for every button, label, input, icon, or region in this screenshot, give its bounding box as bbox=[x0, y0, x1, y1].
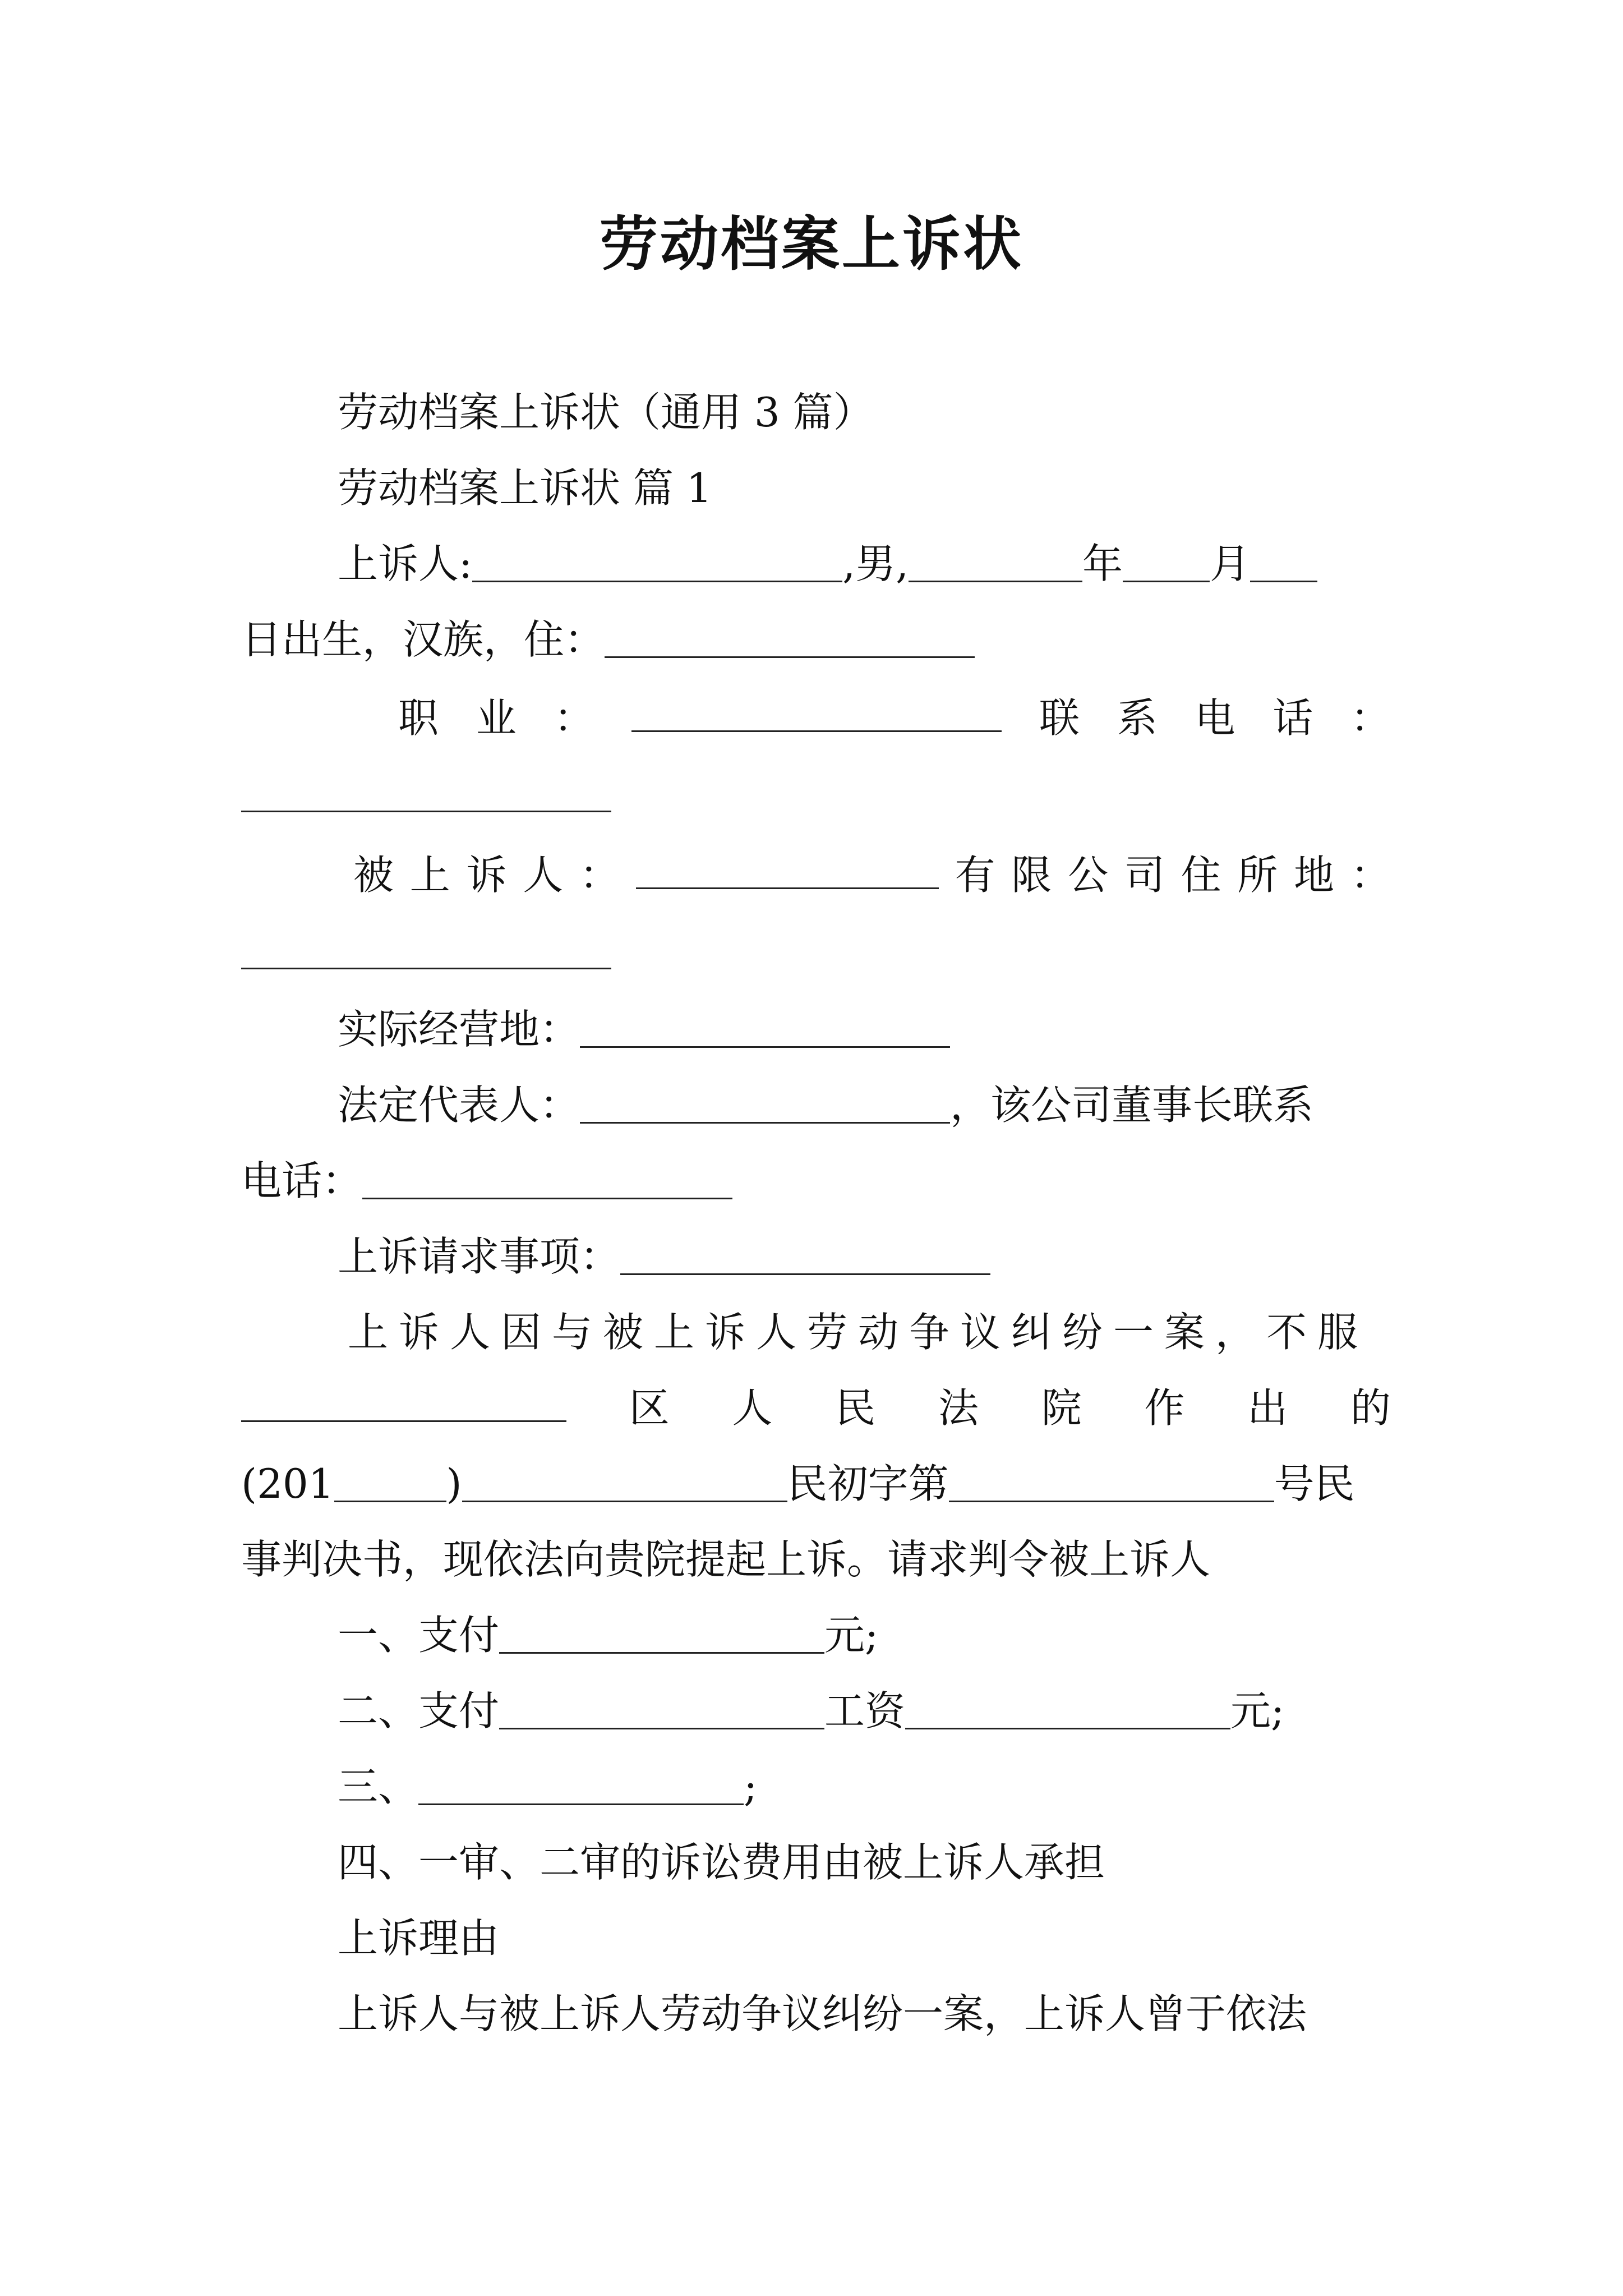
case-paren: ) bbox=[446, 1460, 462, 1507]
case-prefix: (201 bbox=[241, 1460, 334, 1507]
body-line-3 bbox=[241, 1453, 1391, 1515]
blank-case-number bbox=[949, 1461, 1274, 1502]
occupation-line bbox=[241, 687, 1391, 749]
company-char-1: 有 bbox=[955, 852, 995, 899]
court-char-3: 民 bbox=[835, 1384, 876, 1432]
body-line-2 bbox=[241, 1377, 1391, 1439]
reason-text: 上诉人与被上诉人劳动争议纠纷一案，上诉人曾于依法 bbox=[338, 1990, 1307, 2037]
company-char-5: 住 bbox=[1181, 852, 1221, 899]
item-2 bbox=[241, 1680, 1391, 1742]
blank-company-name bbox=[636, 848, 939, 889]
appellant-label: 上诉人: bbox=[338, 540, 473, 587]
body-text-2: 事判决书，现依法向贵院提起上诉。请求判令被上诉人 bbox=[241, 1536, 1211, 1583]
company-colon: ： bbox=[1350, 852, 1391, 899]
blank-chairman-phone bbox=[362, 1158, 732, 1199]
appellee-char-1: 被 bbox=[353, 852, 394, 899]
actual-business-line bbox=[241, 999, 1391, 1060]
document-title: 劳动档案上诉状 bbox=[599, 210, 1023, 278]
appellant-line bbox=[241, 533, 1391, 595]
legal-rep-line bbox=[241, 1074, 1391, 1136]
blank-case-year bbox=[334, 1461, 446, 1502]
phone-char-4: 话 bbox=[1272, 694, 1313, 742]
item-3-text: 三、 bbox=[338, 1763, 419, 1810]
blank-birth-day bbox=[1250, 541, 1317, 582]
phone-blank-line bbox=[241, 763, 1391, 825]
blank-occupation bbox=[631, 691, 1002, 732]
month-text: 月 bbox=[1210, 540, 1251, 587]
phone-char-1: 联 bbox=[1039, 694, 1080, 742]
court-char-1: 区 bbox=[629, 1384, 670, 1432]
item-2-wage: 工资 bbox=[824, 1687, 906, 1734]
appellee-char-4: 人 bbox=[523, 852, 564, 899]
blank-item-2-a bbox=[499, 1688, 824, 1729]
company-char-2: 限 bbox=[1011, 852, 1052, 899]
phone-char-3: 电 bbox=[1195, 694, 1235, 742]
appellee-char-3: 诉 bbox=[466, 852, 507, 899]
phone-char-2: 系 bbox=[1117, 694, 1158, 742]
blank-address bbox=[605, 617, 975, 658]
residence-blank-line bbox=[241, 920, 1391, 982]
blank-actual-business bbox=[580, 1007, 950, 1048]
legal-rep-label: 法定代表人： bbox=[338, 1082, 580, 1129]
job-char-1: 职 bbox=[398, 694, 439, 742]
blank-case-court bbox=[462, 1461, 787, 1502]
section-heading: 劳动档案上诉状 篇 1 bbox=[338, 464, 712, 512]
body-text-1: 上诉人因与被上诉人劳动争议纠纷一案，不服 bbox=[348, 1309, 1369, 1356]
request-line bbox=[241, 1226, 1391, 1287]
chairman-phone-label: 电话： bbox=[241, 1157, 363, 1204]
item-3 bbox=[241, 1756, 1391, 1818]
phone-colon: ： bbox=[1350, 694, 1391, 742]
court-char-6: 作 bbox=[1144, 1384, 1185, 1432]
request-label: 上诉请求事项： bbox=[338, 1233, 621, 1280]
actual-business-label: 实际经营地： bbox=[338, 1006, 580, 1053]
item-2-unit: 元; bbox=[1230, 1687, 1285, 1734]
item-1-text: 一、支付 bbox=[338, 1612, 500, 1659]
year-text: 年 bbox=[1082, 540, 1123, 587]
reason-heading: 上诉理由 bbox=[338, 1915, 500, 1962]
item-2-text: 二、支付 bbox=[338, 1687, 500, 1734]
blank-district bbox=[241, 1381, 566, 1422]
item-1-unit: 元; bbox=[824, 1612, 879, 1659]
blank-item-3 bbox=[418, 1764, 744, 1805]
court-char-2: 人 bbox=[732, 1384, 773, 1432]
court-char-5: 院 bbox=[1041, 1384, 1082, 1432]
company-char-7: 地 bbox=[1294, 852, 1335, 899]
chairman-text: ，该公司董事长联系 bbox=[950, 1082, 1314, 1129]
subtitle-line: 劳动档案上诉状（通用 3 篇） bbox=[338, 389, 874, 436]
blank-request bbox=[620, 1234, 990, 1275]
job-colon: ： bbox=[554, 694, 594, 742]
blank-appellant-name bbox=[472, 541, 842, 582]
appellee-colon: ： bbox=[579, 852, 620, 899]
job-char-2: 业 bbox=[476, 694, 517, 742]
gender-text: ,男, bbox=[842, 540, 909, 587]
company-char-4: 司 bbox=[1124, 852, 1165, 899]
appellee-char-2: 上 bbox=[409, 852, 450, 899]
item-4: 四、一审、二审的诉讼费用由被上诉人承担 bbox=[338, 1839, 1105, 1886]
item-1 bbox=[241, 1604, 1391, 1666]
blank-birth-month bbox=[1123, 541, 1210, 582]
item-3-end: ; bbox=[744, 1763, 758, 1810]
blank-item-1-amount bbox=[499, 1613, 824, 1654]
blank-legal-rep bbox=[580, 1083, 950, 1124]
court-char-8: 的 bbox=[1350, 1384, 1391, 1432]
company-char-6: 所 bbox=[1237, 852, 1278, 899]
blank-phone bbox=[241, 771, 611, 812]
case-mid: 民初字第 bbox=[787, 1460, 949, 1507]
blank-residence bbox=[241, 928, 611, 969]
blank-item-2-b bbox=[905, 1688, 1230, 1729]
body-line-1 bbox=[241, 1301, 1391, 1363]
court-char-4: 法 bbox=[938, 1384, 979, 1432]
case-suffix: 号民 bbox=[1274, 1460, 1355, 1507]
court-char-7: 出 bbox=[1247, 1384, 1288, 1432]
appellee-line bbox=[241, 844, 1391, 906]
birth-line bbox=[241, 609, 1391, 670]
blank-birth-year bbox=[909, 541, 1082, 582]
chairman-phone-line bbox=[241, 1150, 1391, 1212]
company-char-3: 公 bbox=[1068, 852, 1109, 899]
body-line-4 bbox=[241, 1529, 1391, 1590]
birth-text: 日出生，汉族，住： bbox=[241, 616, 605, 663]
